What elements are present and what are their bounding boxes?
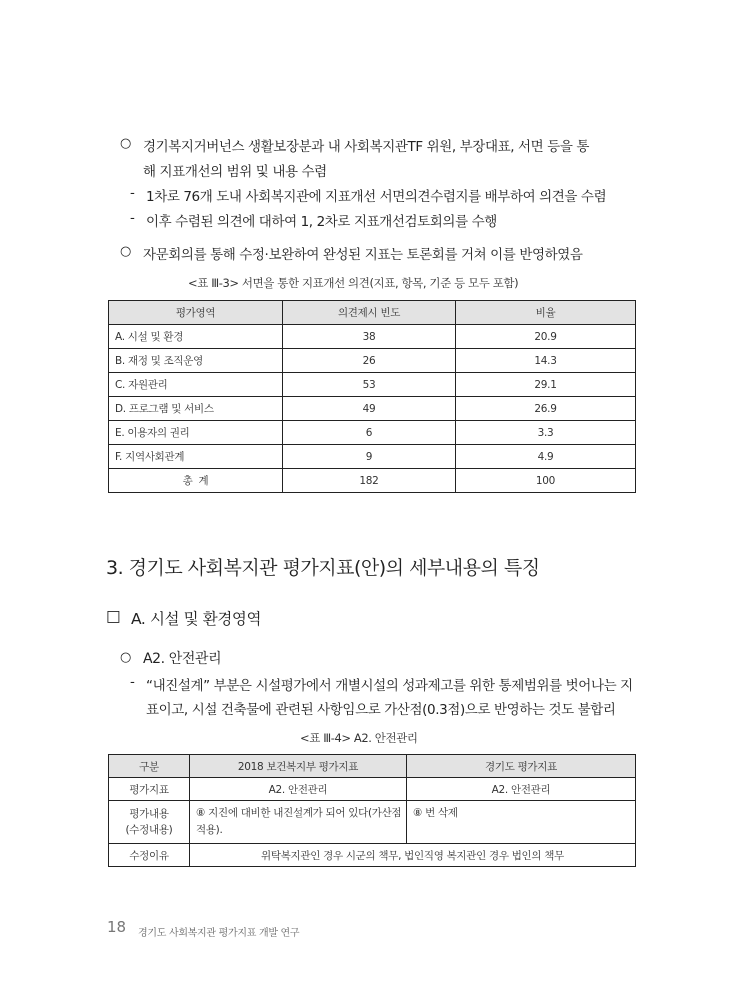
table3-cell-count: 9 [283, 445, 456, 469]
table4-cell: ⑧ 지진에 대비한 내진설계가 되어 있다(가산점 적용). [190, 801, 407, 844]
table4-caption: <표 Ⅲ-4> A2. 안전관리 [300, 731, 418, 745]
table3-header: 의견제시 빈도 [283, 301, 456, 325]
table-row [109, 778, 636, 801]
table3-cell-ratio: 26.9 [456, 397, 636, 421]
table-row [109, 349, 636, 373]
table3-total-label: 총 계 [109, 469, 283, 493]
table4-cell: 위탁복지관인 경우 시군의 책무, 법인직영 복지관인 경우 법인의 책무 [190, 844, 636, 867]
dash-icon: - [130, 210, 135, 226]
table4-header: 구분 [109, 755, 190, 778]
dash-icon: - [130, 185, 135, 201]
table3-cell-ratio: 29.1 [456, 373, 636, 397]
table3-total-row [109, 469, 636, 493]
section-title: 3. 경기도 사회복지관 평가지표(안)의 세부내용의 특징 [106, 557, 540, 579]
table3-header-row [109, 301, 636, 325]
table-row [109, 844, 636, 867]
bullet1-line1: 경기복지거버넌스 생활보장분과 내 사회복지관TF 위원, 부장대표, 서면 등을 통 [143, 139, 589, 155]
subsection-title: A. 시설 및 환경영역 [131, 610, 262, 628]
table4-row-label-line1: 평가내용 [129, 808, 169, 820]
table4-row-label: 수정이유 [109, 844, 190, 867]
table-row [109, 373, 636, 397]
table-row [109, 445, 636, 469]
table3-cell-ratio: 3.3 [456, 421, 636, 445]
table3-cell-ratio: 4.9 [456, 445, 636, 469]
table3-header: 평가영역 [109, 301, 283, 325]
checkbox-square-icon: □ [106, 607, 121, 625]
table3-cell-area: A. 시설 및 환경 [109, 325, 283, 349]
table-row [109, 421, 636, 445]
table3-cell-count: 6 [283, 421, 456, 445]
bullet-circle-icon: ○ [120, 244, 132, 259]
table3-cell-area: D. 프로그램 및 서비스 [109, 397, 283, 421]
table3-cell-count: 53 [283, 373, 456, 397]
running-footer-title: 경기도 사회복지관 평가지표 개발 연구 [138, 928, 300, 939]
page-number: 18 [107, 918, 127, 936]
table-row [109, 397, 636, 421]
table3-header: 비율 [456, 301, 636, 325]
table4-cell: ⑧ 번 삭제 [407, 801, 636, 844]
bullet2: 자문회의를 통해 수정·보완하여 완성된 지표는 토론회를 거쳐 이를 반영하였음 [143, 247, 583, 263]
bullet-circle-icon: ○ [120, 650, 132, 665]
bullet1-line2: 해 지표개선의 범위 및 내용 수렴 [143, 164, 327, 180]
dash-icon: - [130, 674, 135, 690]
table4-row-label [109, 801, 190, 844]
table3-cell-ratio: 20.9 [456, 325, 636, 349]
table3-cell-area: E. 이용자의 권리 [109, 421, 283, 445]
table3-total-count: 182 [283, 469, 456, 493]
table4-cell: A2. 안전관리 [407, 778, 636, 801]
table3 [108, 300, 636, 493]
item-dash-line1: “내진설계” 부분은 시설평가에서 개별시설의 성과제고를 위한 통제범위를 벗어나는 지 [146, 678, 633, 694]
table3-cell-area: C. 자원관리 [109, 373, 283, 397]
table3-cell-count: 49 [283, 397, 456, 421]
table3-cell-ratio: 14.3 [456, 349, 636, 373]
table3-cell-area: F. 지역사회관계 [109, 445, 283, 469]
item-dash-line2: 표이고, 시설 건축물에 관련된 사항임으로 가산점(0.3점)으로 반영하는 것도 불합리 [146, 702, 616, 718]
table4-row-label: 평가지표 [109, 778, 190, 801]
item-title: A2. 안전관리 [143, 651, 222, 667]
table3-cell-count: 38 [283, 325, 456, 349]
dash-item-2: 이후 수렴된 의견에 대하여 1, 2차로 지표개선검토회의를 수행 [146, 214, 497, 230]
table3-total-ratio: 100 [456, 469, 636, 493]
table3-cell-count: 26 [283, 349, 456, 373]
table4-header: 경기도 평가지표 [407, 755, 636, 778]
table4-header-row [109, 755, 636, 778]
table4-row-label-line2: (수정내용) [125, 824, 173, 836]
table4-cell: A2. 안전관리 [190, 778, 407, 801]
table-row [109, 801, 636, 844]
table4-header: 2018 보건복지부 평가지표 [190, 755, 407, 778]
dash-item-1: 1차로 76개 도내 사회복지관에 지표개선 서면의견수렴지를 배부하여 의견을 수렴 [146, 189, 607, 205]
table3-caption: <표 Ⅲ-3> 서면을 통한 지표개선 의견(지표, 항목, 기준 등 모두 포함) [188, 276, 519, 290]
bullet-circle-icon: ○ [120, 136, 132, 151]
table3-cell-area: B. 재정 및 조직운영 [109, 349, 283, 373]
table-row [109, 325, 636, 349]
table4 [108, 754, 636, 867]
